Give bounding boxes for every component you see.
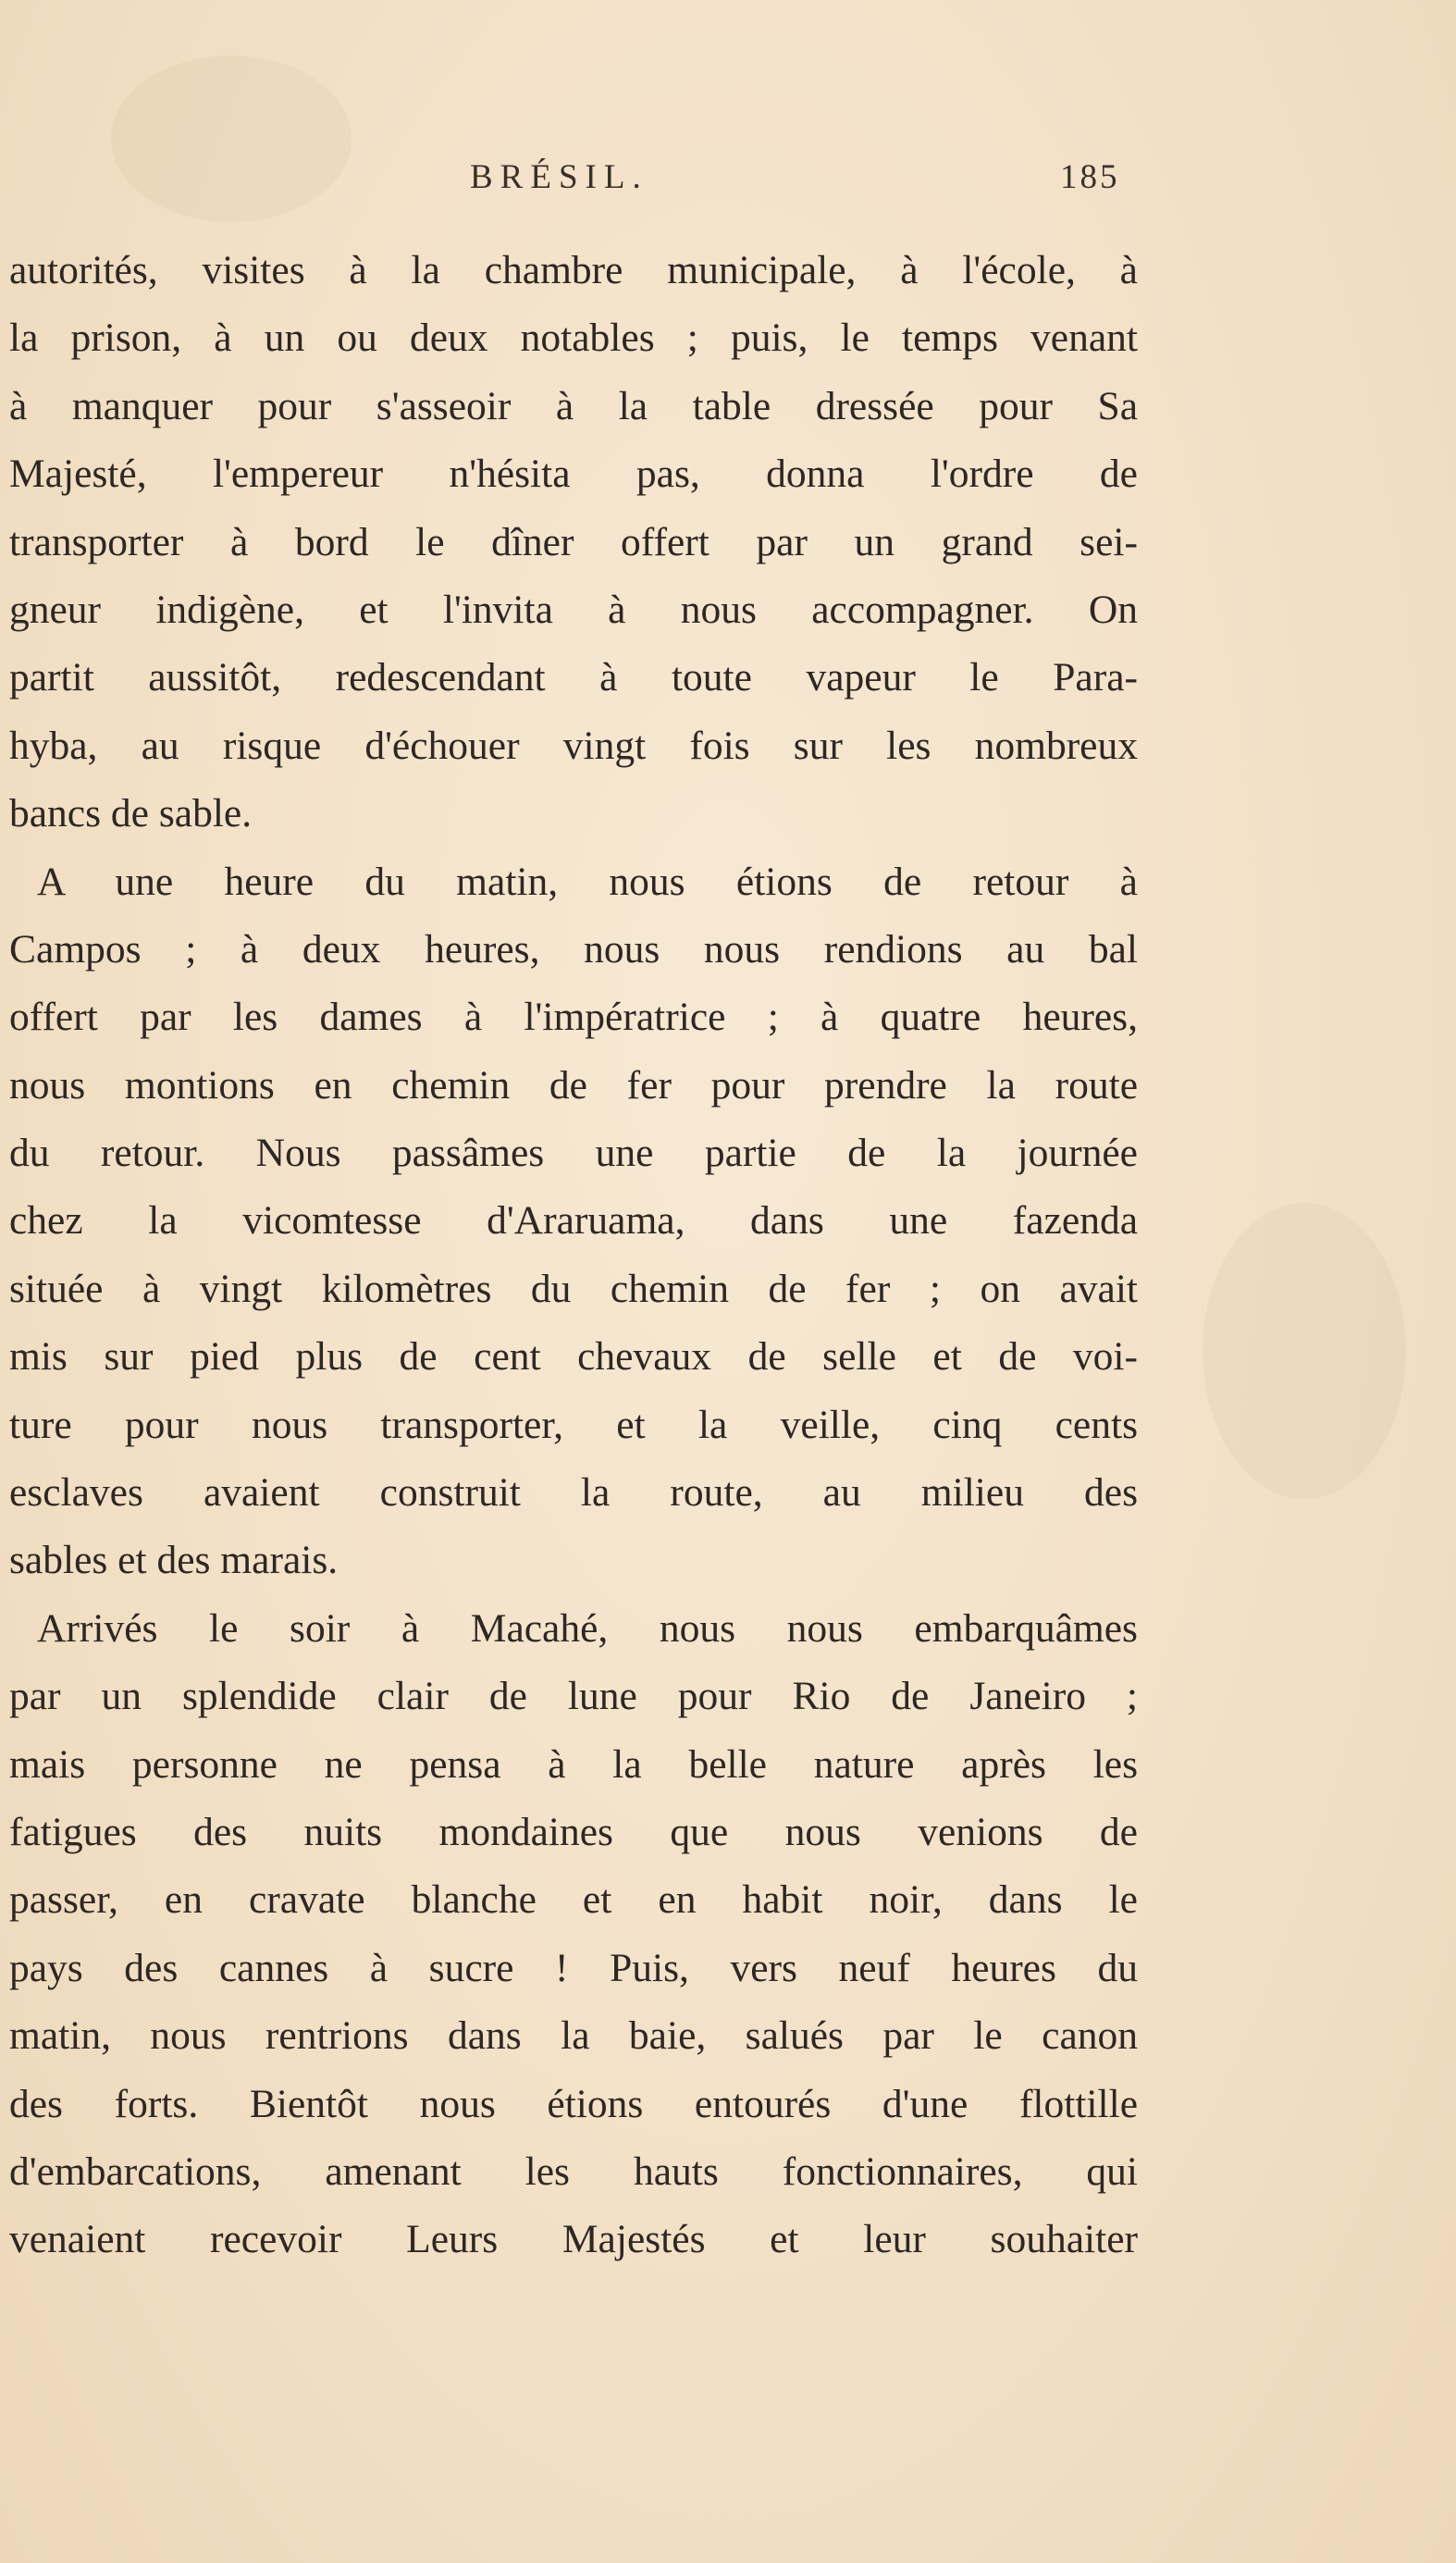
text-line: mais personne ne pensa à la belle nature après les (9, 1741, 1138, 1787)
text-line: située à vingt kilomètres du chemin de fer ; on avait (9, 1266, 1138, 1311)
text-line: sables et des marais. (9, 1538, 339, 1583)
text-line: bancs de sable. (9, 791, 253, 836)
text-line: offert par les dames à l'impératrice ; à quatre heures, (9, 995, 1138, 1040)
text-line: fatigues des nuits mondaines que nous venions de (9, 1809, 1138, 1854)
text-line: Campos ; à deux heures, nous nous rendions au bal (9, 926, 1138, 972)
running-head (0, 157, 1456, 213)
text-line: esclaves avaient construit la route, au milieu des (9, 1470, 1138, 1516)
text-line: mis sur pied plus de cent chevaux de selle et de voi- (9, 1334, 1138, 1380)
text-line: hyba, au risque d'échouer vingt fois sur les nombreux (9, 723, 1138, 768)
text-line: Arrivés le soir à Macahé, nous nous embarquâmes (37, 1605, 1138, 1651)
text-line: transporter à bord le dîner offert par un grand sei- (9, 519, 1138, 564)
text-line: d'embarcations, amenant les hauts fonctionnaires, qui (9, 2148, 1138, 2194)
text-line: des forts. Bientôt nous étions entourés d'une flottille (9, 2081, 1138, 2126)
text-line: passer, en cravate blanche et en habit noir, dans le (9, 1877, 1138, 1923)
text-line: partit aussitôt, redescendant à toute vapeur le Para- (9, 655, 1138, 700)
text-line: par un splendide clair de lune pour Rio de Janeiro ; (9, 1674, 1138, 1719)
text-line: gneur indigène, et l'invita à nous accompagner. On (9, 587, 1138, 632)
running-title: BRÉSIL. (470, 158, 648, 196)
paper-stain (1203, 1203, 1406, 1499)
text-line: matin, nous rentrions dans la baie, salués par le canon (9, 2013, 1138, 2059)
text-line: à manquer pour s'asseoir à la table dressée pour Sa (9, 383, 1138, 428)
text-line: pays des cannes à sucre ! Puis, vers neuf heures du (9, 1945, 1138, 1990)
text-line: chez la vicomtesse d'Araruama, dans une fazenda (9, 1198, 1138, 1244)
text-line: autorités, visites à la chambre municipale, à l'école, à (9, 248, 1138, 292)
text-line: venaient recevoir Leurs Majestés et leur souhaiter (9, 2217, 1138, 2262)
text-line: nous montions en chemin de fer pour prendre la route (9, 1062, 1138, 1108)
body-text (9, 237, 1138, 2274)
text-line: Majesté, l'empereur n'hésita pas, donna l'ordre de (9, 452, 1138, 497)
text-line: A une heure du matin, nous étions de retour à (37, 859, 1138, 904)
text-line: ture pour nous transporter, et la veille, cinq cents (9, 1402, 1138, 1447)
text-line: la prison, à un ou deux notables ; puis, le temps venant (9, 316, 1138, 361)
page-number: 185 (1060, 158, 1120, 196)
text-line: du retour. Nous passâmes une partie de la journée (9, 1131, 1138, 1176)
